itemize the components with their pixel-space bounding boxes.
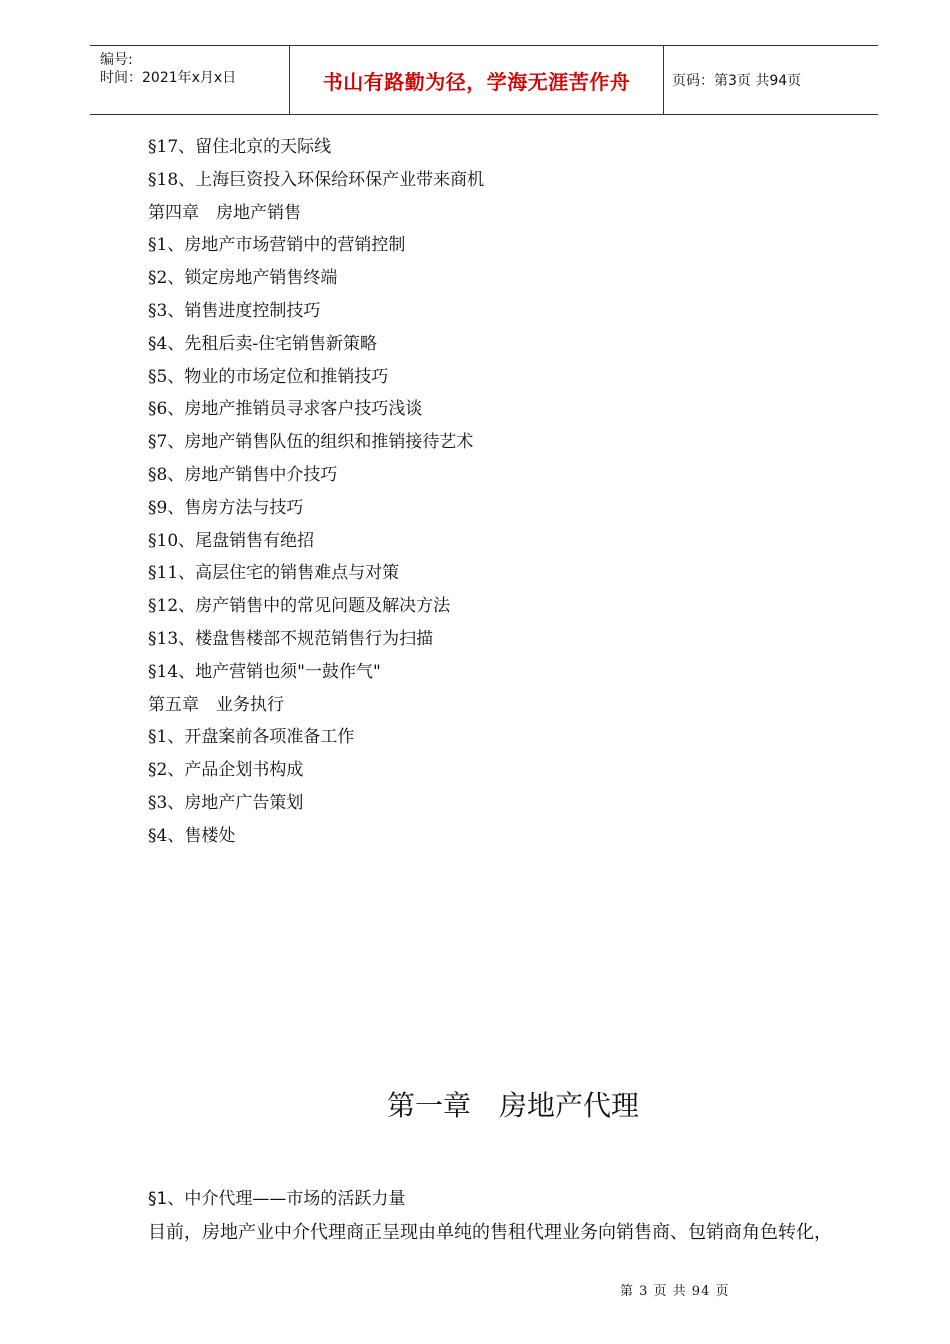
body-paragraph: 目前，房地产业中介代理商正呈现由单纯的售租代理业务向销售商、包销商角色转化， <box>148 1222 832 1243</box>
section-heading: §1、中介代理——市场的活跃力量 <box>148 1189 406 1209</box>
toc-item: §17、留住北京的天际线 <box>148 137 332 157</box>
toc-item: §4、先租后卖-住宅销售新策略 <box>148 333 378 354</box>
toc-item: §8、房地产销售中介技巧 <box>148 464 338 485</box>
header-page-label: 页码：第3页 共94页 <box>672 73 802 89</box>
page-footer: 第 3 页 共 94 页 <box>620 1284 730 1299</box>
table-of-contents <box>148 135 484 857</box>
toc-item: §3、销售进度控制技巧 <box>148 300 321 321</box>
toc-item: §9、售房方法与技巧 <box>148 497 304 518</box>
toc-item: §18、上海巨资投入环保给环保产业带来商机 <box>148 169 485 190</box>
toc-item: §13、楼盘售楼部不规范销售行为扫描 <box>148 628 434 649</box>
toc-item: §2、产品企划书构成 <box>148 760 304 781</box>
toc-item: §5、物业的市场定位和推销技巧 <box>148 366 389 387</box>
toc-item: §10、尾盘销售有绝招 <box>148 530 315 551</box>
header-info-cell <box>90 46 290 114</box>
number-label: 编号: <box>100 52 133 68</box>
toc-item: §3、房地产广告策划 <box>148 792 304 813</box>
toc-item: §1、房地产市场营销中的营销控制 <box>148 235 406 256</box>
toc-chapter: 第五章 业务执行 <box>148 694 284 715</box>
toc-item: §1、开盘案前各项准备工作 <box>148 727 355 748</box>
toc-item: §4、售楼处 <box>148 825 236 846</box>
toc-item: §12、房产销售中的常见问题及解决方法 <box>148 596 451 617</box>
header-motto: 书山有路勤为径，学海无涯苦作舟 <box>290 46 664 114</box>
toc-item: §7、房地产销售队伍的组织和推销接待艺术 <box>148 432 474 453</box>
toc-item: §11、高层住宅的销售难点与对策 <box>148 563 400 584</box>
toc-item: §2、锁定房地产销售终端 <box>148 268 338 289</box>
toc-item: §6、房地产推销员寻求客户技巧浅谈 <box>148 399 423 420</box>
page-header <box>90 45 878 115</box>
chapter-title: 第一章 房地产代理 <box>386 1089 639 1122</box>
toc-item: §14、地产营销也须"一鼓作气" <box>148 661 381 682</box>
time-label: 时间：2021年x月x日 <box>100 70 237 86</box>
toc-chapter: 第四章 房地产销售 <box>148 202 301 223</box>
